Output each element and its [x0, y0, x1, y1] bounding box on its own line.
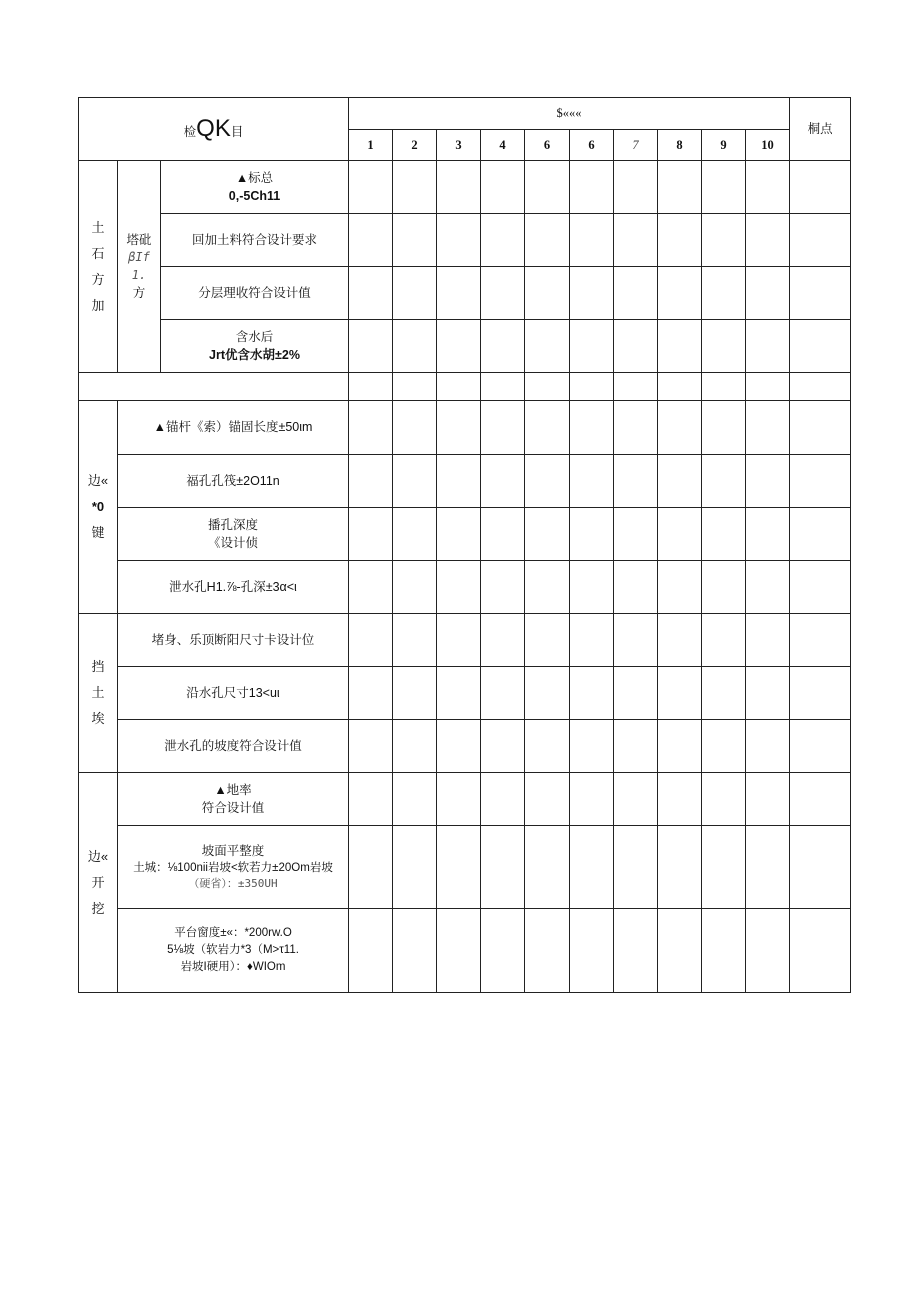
value-cell[interactable]	[746, 320, 790, 373]
value-cell[interactable]	[614, 909, 658, 993]
value-cell[interactable]	[746, 214, 790, 267]
item-label: 堵身、乐顶断阳尺寸卡设计位	[118, 614, 349, 667]
value-cell[interactable]	[570, 455, 614, 508]
value-cell[interactable]	[349, 373, 393, 401]
value-cell[interactable]	[437, 267, 481, 320]
value-cell[interactable]	[658, 373, 702, 401]
value-cell[interactable]	[393, 267, 437, 320]
value-cell[interactable]	[658, 214, 702, 267]
value-cell[interactable]	[525, 214, 570, 267]
measured-values-header: $«««	[349, 98, 790, 130]
table-row	[79, 267, 851, 320]
item-label: ▲锚杆《索）锚固长度±50ιm	[118, 401, 349, 455]
col-number: 6	[570, 130, 614, 161]
value-cell[interactable]	[614, 267, 658, 320]
value-cell[interactable]	[349, 508, 393, 561]
table-row	[79, 320, 851, 373]
value-cell[interactable]	[349, 720, 393, 773]
value-cell[interactable]	[481, 267, 525, 320]
value-cell[interactable]	[349, 214, 393, 267]
value-cell[interactable]	[481, 909, 525, 993]
item-label: 福孔孔筏±2O11n	[118, 455, 349, 508]
col-number: 9	[702, 130, 746, 161]
value-cell[interactable]	[437, 455, 481, 508]
table-row	[79, 773, 851, 826]
points-cell[interactable]	[790, 614, 851, 667]
table-row	[79, 214, 851, 267]
inspection-table	[78, 97, 851, 993]
value-cell[interactable]	[570, 667, 614, 720]
value-cell[interactable]	[437, 373, 481, 401]
value-cell[interactable]	[525, 614, 570, 667]
value-cell[interactable]	[393, 161, 437, 214]
value-cell[interactable]	[614, 561, 658, 614]
value-cell[interactable]	[658, 720, 702, 773]
table-row	[79, 508, 851, 561]
value-cell[interactable]	[614, 508, 658, 561]
item-label: 分层理收符合设计值	[161, 267, 349, 320]
value-cell[interactable]	[437, 320, 481, 373]
value-cell[interactable]	[614, 826, 658, 909]
col-number: 8	[658, 130, 702, 161]
value-cell[interactable]	[481, 561, 525, 614]
col-number: 6	[525, 130, 570, 161]
points-cell[interactable]	[790, 455, 851, 508]
value-cell[interactable]	[746, 161, 790, 214]
value-cell[interactable]	[658, 161, 702, 214]
col-number: 3	[437, 130, 481, 161]
item-label: 沿水孔尺寸13<uι	[118, 667, 349, 720]
col-number: 4	[481, 130, 525, 161]
points-cell[interactable]	[790, 214, 851, 267]
item-label: 坡面平整度 土城：⅛100nii岩坡<软若力±20Om岩坡 （硬省）：±350UH	[118, 826, 349, 909]
value-cell[interactable]	[702, 267, 746, 320]
value-cell[interactable]	[746, 267, 790, 320]
item-label: 回加土料符合设计要求	[161, 214, 349, 267]
value-cell[interactable]	[658, 826, 702, 909]
value-cell[interactable]	[481, 826, 525, 909]
value-cell[interactable]	[393, 401, 437, 455]
value-cell[interactable]	[437, 773, 481, 826]
value-cell[interactable]	[393, 214, 437, 267]
value-cell[interactable]	[349, 267, 393, 320]
category-slope-excavation: 边« 开 挖	[79, 773, 118, 993]
table-row	[79, 561, 851, 614]
value-cell[interactable]	[570, 826, 614, 909]
value-cell[interactable]	[481, 667, 525, 720]
table-row	[79, 614, 851, 667]
item-header-post: 目	[230, 124, 244, 139]
value-cell[interactable]	[614, 320, 658, 373]
value-cell[interactable]	[349, 667, 393, 720]
points-cell[interactable]	[790, 401, 851, 455]
points-cell[interactable]	[790, 320, 851, 373]
value-cell[interactable]	[570, 614, 614, 667]
points-cell[interactable]	[790, 909, 851, 993]
table-row	[79, 667, 851, 720]
value-cell[interactable]	[393, 614, 437, 667]
value-cell[interactable]	[614, 614, 658, 667]
category-earthwork: 土 石 方 加	[79, 161, 118, 373]
subcategory-backfill: 塔砒 βIf 1. 方	[118, 161, 161, 373]
points-cell[interactable]	[790, 267, 851, 320]
value-cell[interactable]	[437, 826, 481, 909]
value-cell[interactable]	[393, 320, 437, 373]
value-cell[interactable]	[481, 161, 525, 214]
points-cell[interactable]	[790, 667, 851, 720]
value-cell[interactable]	[349, 909, 393, 993]
value-cell[interactable]	[393, 561, 437, 614]
value-cell[interactable]	[393, 909, 437, 993]
value-cell[interactable]	[570, 561, 614, 614]
value-cell[interactable]	[614, 667, 658, 720]
value-cell[interactable]	[570, 267, 614, 320]
value-cell[interactable]	[525, 561, 570, 614]
value-cell[interactable]	[349, 320, 393, 373]
value-cell[interactable]	[525, 455, 570, 508]
item-label: 泄水孔H1.⅞-孔深±3α<ι	[118, 561, 349, 614]
value-cell[interactable]	[746, 401, 790, 455]
value-cell[interactable]	[702, 508, 746, 561]
points-cell[interactable]	[790, 508, 851, 561]
points-cell[interactable]	[790, 561, 851, 614]
value-cell[interactable]	[702, 214, 746, 267]
value-cell[interactable]	[349, 455, 393, 508]
value-cell[interactable]	[525, 320, 570, 373]
value-cell[interactable]	[658, 909, 702, 993]
blank-item-cell	[79, 373, 349, 401]
item-label: 含水后 Jrt优含水胡±2%	[161, 320, 349, 373]
value-cell[interactable]	[437, 614, 481, 667]
value-cell[interactable]	[393, 455, 437, 508]
value-cell[interactable]	[658, 561, 702, 614]
value-cell[interactable]	[570, 161, 614, 214]
value-cell[interactable]	[658, 508, 702, 561]
value-cell[interactable]	[746, 373, 790, 401]
value-cell[interactable]	[393, 826, 437, 909]
value-cell[interactable]	[746, 720, 790, 773]
value-cell[interactable]	[525, 667, 570, 720]
value-cell[interactable]	[481, 401, 525, 455]
value-cell[interactable]	[349, 561, 393, 614]
value-cell[interactable]	[481, 320, 525, 373]
item-label: ▲地率 符合设计值	[118, 773, 349, 826]
value-cell[interactable]	[525, 508, 570, 561]
value-cell[interactable]	[746, 909, 790, 993]
item-label: 泄水孔的坡度符合设计值	[118, 720, 349, 773]
value-cell[interactable]	[349, 614, 393, 667]
value-cell[interactable]	[570, 373, 614, 401]
table-row	[79, 455, 851, 508]
value-cell[interactable]	[746, 667, 790, 720]
value-cell[interactable]	[349, 161, 393, 214]
value-cell[interactable]	[437, 561, 481, 614]
item-label: 平台窗度±«：*200rw.O 5⅛坡（软岩力*3（M>τ11. 岩坡I硬用）：♦WIOm	[118, 909, 349, 993]
points-header: 桐点	[790, 98, 851, 161]
value-cell[interactable]	[702, 720, 746, 773]
value-cell[interactable]	[525, 909, 570, 993]
value-cell[interactable]	[570, 401, 614, 455]
blank-row	[79, 373, 851, 401]
value-cell[interactable]	[525, 773, 570, 826]
value-cell[interactable]	[437, 667, 481, 720]
value-cell[interactable]	[570, 214, 614, 267]
value-cell[interactable]	[349, 773, 393, 826]
item-label: 播孔深度 《设计侦	[118, 508, 349, 561]
value-cell[interactable]	[481, 614, 525, 667]
value-cell[interactable]	[481, 508, 525, 561]
value-cell[interactable]	[614, 720, 658, 773]
value-cell[interactable]	[393, 373, 437, 401]
value-cell[interactable]	[702, 826, 746, 909]
item-label: ▲标总 0,-5Ch11	[161, 161, 349, 214]
value-cell[interactable]	[702, 401, 746, 455]
col-number: 2	[393, 130, 437, 161]
value-cell[interactable]	[525, 826, 570, 909]
value-cell[interactable]	[702, 455, 746, 508]
value-cell[interactable]	[570, 773, 614, 826]
inspection-item-header	[79, 98, 349, 161]
value-cell[interactable]	[658, 667, 702, 720]
points-cell[interactable]	[790, 161, 851, 214]
value-cell[interactable]	[393, 720, 437, 773]
value-cell[interactable]	[746, 455, 790, 508]
value-cell[interactable]	[525, 267, 570, 320]
item-header-pre: 检	[183, 124, 197, 139]
table-row	[79, 720, 851, 773]
value-cell[interactable]	[746, 508, 790, 561]
value-cell[interactable]	[658, 267, 702, 320]
value-cell[interactable]	[481, 720, 525, 773]
value-cell[interactable]	[614, 161, 658, 214]
value-cell[interactable]	[702, 909, 746, 993]
value-cell[interactable]	[702, 320, 746, 373]
value-cell[interactable]	[525, 373, 570, 401]
value-cell[interactable]	[481, 214, 525, 267]
points-cell[interactable]	[790, 720, 851, 773]
value-cell[interactable]	[570, 909, 614, 993]
value-cell[interactable]	[437, 909, 481, 993]
value-cell[interactable]	[614, 455, 658, 508]
value-cell[interactable]	[702, 561, 746, 614]
category-anchor: 边« *0 键	[79, 401, 118, 614]
table-row	[79, 826, 851, 909]
points-cell[interactable]	[790, 826, 851, 909]
value-cell[interactable]	[437, 214, 481, 267]
col-number: 7	[614, 130, 658, 161]
value-cell[interactable]	[614, 773, 658, 826]
value-cell[interactable]	[614, 401, 658, 455]
value-cell[interactable]	[437, 401, 481, 455]
value-cell[interactable]	[614, 373, 658, 401]
value-cell[interactable]	[437, 161, 481, 214]
value-cell[interactable]	[481, 455, 525, 508]
value-cell[interactable]	[349, 826, 393, 909]
value-cell[interactable]	[702, 667, 746, 720]
value-cell[interactable]	[437, 720, 481, 773]
value-cell[interactable]	[570, 320, 614, 373]
value-cell[interactable]	[481, 773, 525, 826]
value-cell[interactable]	[525, 161, 570, 214]
value-cell[interactable]	[702, 373, 746, 401]
value-cell[interactable]	[349, 401, 393, 455]
value-cell[interactable]	[525, 720, 570, 773]
value-cell[interactable]	[525, 401, 570, 455]
value-cell[interactable]	[658, 320, 702, 373]
value-cell[interactable]	[570, 508, 614, 561]
points-cell[interactable]	[790, 373, 851, 401]
points-cell[interactable]	[790, 773, 851, 826]
value-cell[interactable]	[393, 773, 437, 826]
value-cell[interactable]	[746, 561, 790, 614]
value-cell[interactable]	[570, 720, 614, 773]
value-cell[interactable]	[702, 773, 746, 826]
value-cell[interactable]	[481, 373, 525, 401]
value-cell[interactable]	[658, 401, 702, 455]
value-cell[interactable]	[746, 826, 790, 909]
value-cell[interactable]	[658, 773, 702, 826]
table-row	[79, 909, 851, 993]
table-row	[79, 161, 851, 214]
category-retaining-wall: 挡 土 埃	[79, 614, 118, 773]
table-row	[79, 401, 851, 455]
value-cell[interactable]	[702, 161, 746, 214]
col-number: 1	[349, 130, 393, 161]
value-cell[interactable]	[393, 667, 437, 720]
value-cell[interactable]	[702, 614, 746, 667]
value-cell[interactable]	[658, 455, 702, 508]
item-header-big: QK	[196, 114, 231, 142]
value-cell[interactable]	[658, 614, 702, 667]
value-cell[interactable]	[614, 214, 658, 267]
value-cell[interactable]	[393, 508, 437, 561]
value-cell[interactable]	[746, 614, 790, 667]
value-cell[interactable]	[746, 773, 790, 826]
col-number: 10	[746, 130, 790, 161]
value-cell[interactable]	[437, 508, 481, 561]
